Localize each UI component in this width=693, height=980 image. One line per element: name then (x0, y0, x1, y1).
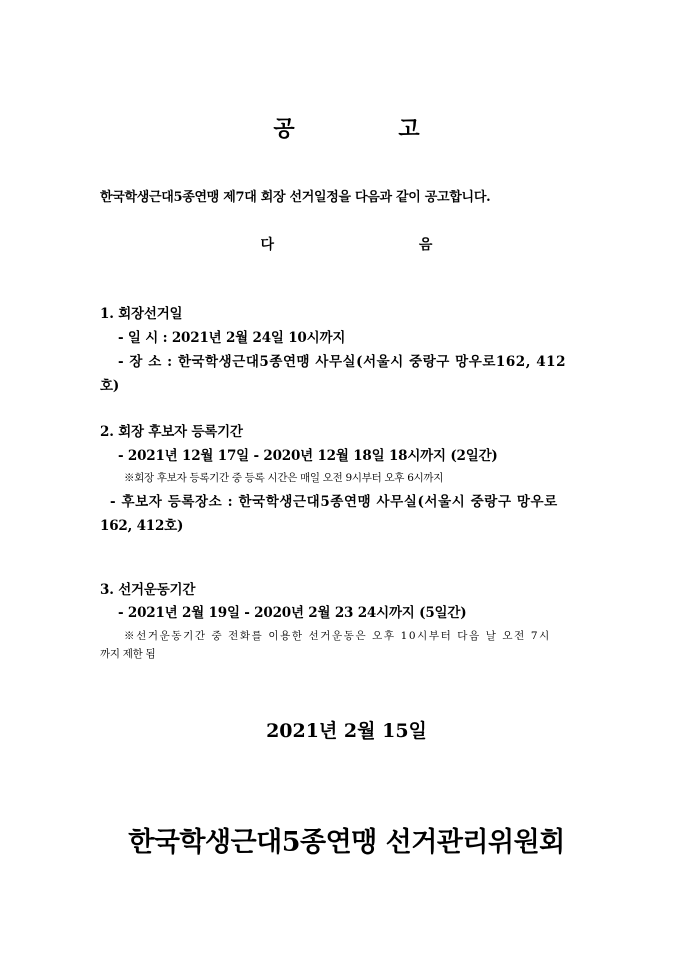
page-title: 공 고 (273, 116, 468, 142)
section1-heading: 1. 회장선거일 (100, 306, 183, 322)
section2-heading: 2. 회장 후보자 등록기간 (100, 424, 243, 440)
committee-signature: 한국학생근대5종연맹 선거관리위원회 (128, 827, 565, 858)
section1-line2-cont: 호) (100, 378, 120, 394)
section3-heading: 3. 선거운동기간 (100, 582, 196, 598)
section1-line1: - 일 시 : 2021년 2월 24일 10시까지 (118, 330, 346, 346)
subtitle: 다 음 (260, 237, 503, 253)
section2-note: ※회장 후보자 등록기간 중 등록 시간은 매일 오전 9시부터 오후 6시까지 (124, 472, 444, 484)
section1-line2: - 장 소 : 한국학생근대5종연맹 사무실(서울시 중랑구 망우로162, 412 (118, 354, 567, 370)
intro-paragraph: 한국학생근대5종연맹 제7대 회장 선거일정을 다음과 같이 공고합니다. (100, 190, 491, 205)
section2-line2-cont: 162, 412호) (100, 518, 184, 534)
section3-line1: - 2021년 2월 19일 - 2020년 2월 23 24시까지 (5일간) (118, 605, 467, 621)
section2-line2: - 후보자 등록장소 : 한국학생근대5종연맹 사무실(서울시 중랑구 망우로 (110, 494, 558, 510)
section3-note: ※선거운동기간 중 전화를 이용한 선거운동은 오후 10시부터 다음 날 오전 7시 (124, 630, 551, 642)
notice-date: 2021년 2월 15일 (266, 720, 427, 742)
section2-line1: - 2021년 12월 17일 - 2020년 12월 18일 18시까지 (2일간) (118, 448, 498, 464)
section3-note-cont: 까지 제한 됨 (100, 648, 156, 660)
